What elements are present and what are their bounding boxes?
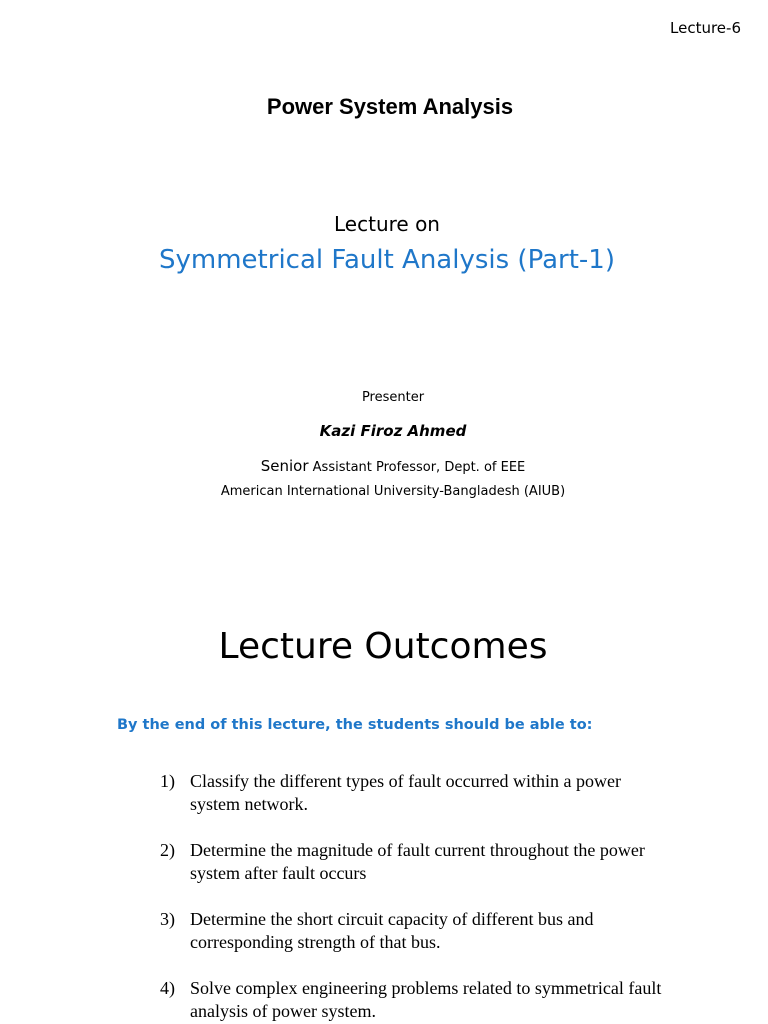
outcome-text: Determine the short circuit capacity of different bus and corresponding strength of that bus. xyxy=(190,909,594,952)
presenter-role xyxy=(0,455,768,479)
outcome-text: Classify the different types of fault occurred within a power system network. xyxy=(190,771,622,814)
outcomes-intro: By the end of this lecture, the students should be able to: xyxy=(117,717,593,733)
presenter-position: Assistant Professor, Dept. of EEE xyxy=(312,460,526,475)
presenter-affiliation: American International University-Bangladesh (AIUB) xyxy=(220,484,566,499)
outcome-number: 4) xyxy=(160,978,175,998)
outcome-number: 2) xyxy=(160,840,175,860)
outcomes-list xyxy=(160,770,670,1024)
presenter-label: Presenter xyxy=(361,390,425,405)
outcome-item xyxy=(160,977,670,1023)
lecture-number: Lecture-6 xyxy=(670,19,741,37)
outcome-text: Determine the magnitude of fault current throughout the power system after fault occurs xyxy=(190,840,645,883)
outcomes-title: Lecture Outcomes xyxy=(218,626,548,667)
lecture-on-label: Lecture on xyxy=(334,212,440,236)
course-title: Power System Analysis xyxy=(266,94,514,119)
outcome-item xyxy=(160,908,670,954)
presenter-name: Kazi Firoz Ahmed xyxy=(319,422,467,440)
lecture-topic: Symmetrical Fault Analysis (Part-1) xyxy=(159,245,615,275)
outcome-item xyxy=(160,839,670,885)
outcome-number: 1) xyxy=(160,771,175,791)
outcome-item xyxy=(160,770,670,816)
presenter-rank: Senior xyxy=(260,457,309,475)
outcome-text: Solve complex engineering problems related to symmetrical fault analysis of power system. xyxy=(190,978,662,1021)
outcome-number: 3) xyxy=(160,909,175,929)
